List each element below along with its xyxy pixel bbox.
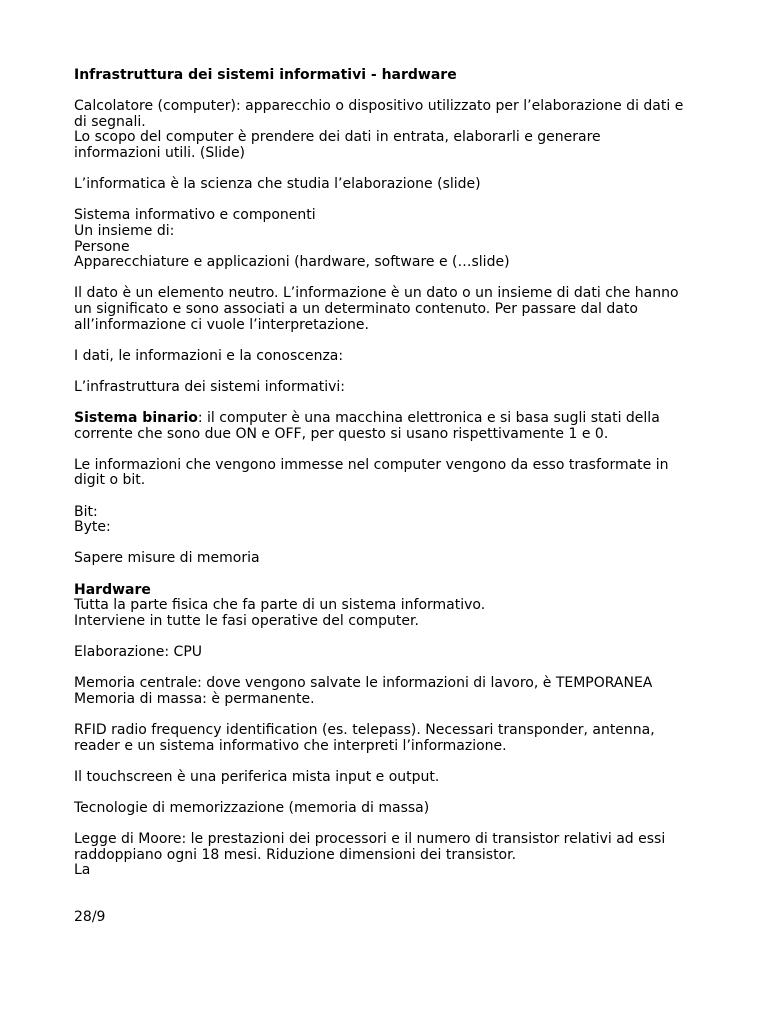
paragraph-touchscreen: Il touchscreen è una periferica mista input e output.	[74, 768, 440, 785]
paragraph-tecnologie: Tecnologie di memorizzazione (memoria di massa)	[74, 799, 430, 816]
paragraph-informatica: L’informatica è la scienza che studia l’elaborazione (slide)	[74, 176, 481, 193]
paragraph-hardware-line: Tutta la parte fisica che fa parte di un sistema informativo.	[74, 597, 486, 614]
paragraph-sistema-binario-line	[74, 411, 704, 427]
hardware-heading: Hardware	[74, 581, 151, 598]
paragraph-calcolatore-line: Lo scopo del computer è prendere dei dati in entrata, elaborarli e generare	[74, 129, 601, 146]
paragraph-dati-info-conoscenza: I dati, le informazioni e la conoscenza:	[74, 347, 344, 364]
paragraph-dato-line: Il dato è un elemento neutro. L’informazione è un dato o un insieme di dati che hanno	[74, 285, 679, 302]
paragraph-dato-line: all’informazione ci vuole l’interpretazione.	[74, 316, 369, 333]
paragraph-sistema-informativo-line: Apparecchiature e applicazioni (hardware, software e (…slide)	[74, 254, 510, 271]
paragraph-sistema-informativo-line: Sistema informativo e componenti	[74, 207, 316, 224]
paragraph-rfid-line: RFID radio frequency identification (es. telepass). Necessari transponder, antenna,	[74, 721, 655, 738]
paragraph-sistema-informativo-line: Persone	[74, 238, 130, 255]
paragraph-sistema-informativo-line: Un insieme di:	[74, 222, 175, 239]
paragraph-informazioni-line: Le informazioni che vengono immesse nel computer vengono da esso trasformate in	[74, 456, 669, 473]
date-note: 28/9	[74, 909, 106, 926]
paragraph-hardware-line: Interviene in tutte le fasi operative del computer.	[74, 612, 419, 629]
sistema-binario-text: : il computer è una macchina elettronica e si basa sugli stati della	[197, 410, 660, 427]
paragraph-rfid-line: reader e un sistema informativo che interpreti l’informazione.	[74, 737, 507, 754]
paragraph-dato-line: un significato e sono associati a un determinato contenuto. Per passare dal dato	[74, 300, 638, 317]
document-body	[74, 68, 704, 926]
bit-label: Bit:	[74, 503, 98, 520]
paragraph-informazioni-line: digit o bit.	[74, 472, 146, 489]
paragraph-elaborazione: Elaborazione: CPU	[74, 643, 203, 660]
paragraph-moore-line: Legge di Moore: le prestazioni dei processori e il numero di transistor relativi ad essi	[74, 831, 666, 848]
paragraph-calcolatore-line: di segnali.	[74, 113, 146, 130]
document-title: Infrastruttura dei sistemi informativi - hardware	[74, 67, 457, 83]
paragraph-moore-line: raddoppiano ogni 18 mesi. Riduzione dimensioni dei transistor.	[74, 846, 517, 863]
paragraph-calcolatore-line: Calcolatore (computer): apparecchio o dispositivo utilizzato per l’elaborazione di dati e	[74, 98, 684, 115]
paragraph-infrastruttura: L’infrastruttura dei sistemi informativi:	[74, 378, 345, 395]
paragraph-memoria-line: Memoria di massa: è permanente.	[74, 690, 315, 707]
paragraph-moore-line: La	[74, 862, 91, 879]
paragraph-sapere: Sapere misure di memoria	[74, 550, 260, 567]
paragraph-memoria-line: Memoria centrale: dove vengono salvate le informazioni di lavoro, è TEMPORANEA	[74, 675, 653, 692]
paragraph-calcolatore-line: informazioni utili. (Slide)	[74, 144, 246, 161]
paragraph-sistema-binario-line: corrente che sono due ON e OFF, per questo si usano rispettivamente 1 e 0.	[74, 425, 609, 442]
sistema-binario-term: Sistema binario	[74, 410, 198, 427]
byte-label: Byte:	[74, 519, 111, 536]
